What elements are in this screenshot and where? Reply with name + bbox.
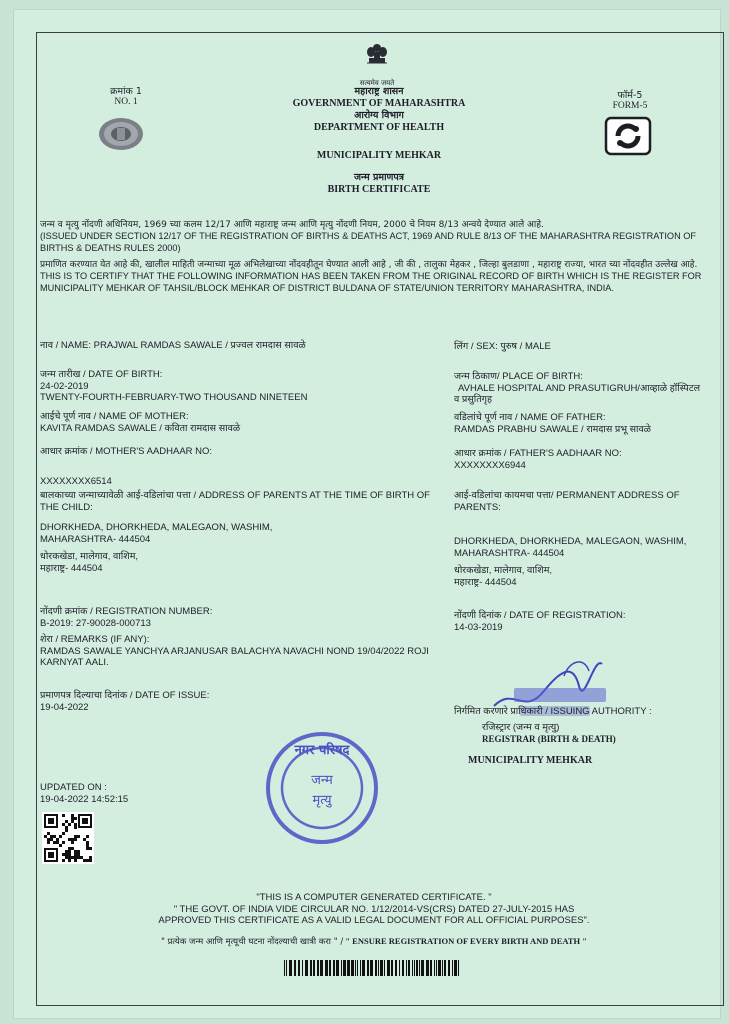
registrar-signature <box>484 646 624 731</box>
state-seal-icon <box>98 116 144 152</box>
father-aadhaar-value: XXXXXXXX6944 <box>454 459 526 471</box>
remarks-value: RAMDAS SAWALE YANCHYA ARJANUSAR BALACHYA NAVACHI NOND 19/04/2022 ROJI KARNYAT AALI. <box>40 645 429 668</box>
municipality-name: MUNICIPALITY MEHKAR <box>316 150 442 161</box>
barcode-icon <box>284 960 460 976</box>
gov-mr: महाराष्ट्र शासन <box>354 86 404 97</box>
form-number-mr: फॉर्म-5 <box>617 90 643 101</box>
certificate-sheet <box>14 10 720 1018</box>
permanent-address-block <box>454 536 714 588</box>
left-number-mr: क्रमांक 1 <box>110 86 142 97</box>
intro-mr-2: प्रमाणित करण्यात येत आहे की, खालील माहिती जन्माच्या मूळ अभिलेखाच्या नोंदवहीतून घेण्यात आली आहे , जी की , तालुका मेहकर , जिल्हा बुलडाणा , महाराष्ट्र राज्या, भारत च्या नोंदवहीत उल्लेख आहे. <box>40 260 698 270</box>
title-en: BIRTH CERTIFICATE <box>327 184 431 195</box>
child-sex: लिंग / SEX: पुरुष / MALE <box>454 341 551 352</box>
mother-aadhaar-value: XXXXXXXX6514 <box>40 476 112 487</box>
address-at-birth-en-2: MAHARASHTRA- 444504 <box>40 533 151 545</box>
mother-aadhaar-label: आधार क्रमांक / MOTHER'S AADHAAR NO: <box>40 446 213 457</box>
permanent-address-mr-2: महाराष्ट्र- 444504 <box>454 576 517 588</box>
maharashtra-seal <box>98 116 144 157</box>
dob-block <box>40 369 420 404</box>
father-aadhaar-block <box>454 448 714 471</box>
registrar-block <box>482 722 682 745</box>
date-of-registration-block <box>454 610 714 633</box>
child-name: नाव / NAME: PRAJWAL RAMDAS SAWALE / प्रज्वल रामदास सावळे <box>40 340 306 351</box>
stamp-line-1: जन्म <box>311 773 333 788</box>
intro-mr-1: जन्म व मृत्यु नोंदणी अधिनियम, 1969 च्या कलम 12/17 आणि महाराष्ट्र जन्म आणि मृत्यु नोंदणी नियम, 2000 चे नियम 8/13 अन्वये देण्यात आले आहे. <box>40 220 544 230</box>
registration-number-label: नोंदणी क्रमांक / REGISTRATION NUMBER: <box>40 606 213 617</box>
address-at-birth-label: बालकाच्या जन्माच्यावेळी आई-वडिलांचा पत्ता / ADDRESS OF PARENTS AT THE TIME OF BIRTH OF THE CHILD: <box>40 490 430 513</box>
form-number-en: FORM-5 <box>612 101 648 111</box>
registration-number-value: B-2019: 27-90028-000713 <box>40 617 151 629</box>
father-aadhaar-label: आधार क्रमांक / FATHER'S AADHAAR NO: <box>454 448 622 459</box>
qr-code <box>42 812 94 869</box>
municipal-stamp <box>262 730 382 846</box>
crs-logo-icon <box>604 116 652 156</box>
form-number <box>600 90 660 112</box>
dept-en: DEPARTMENT OF HEALTH <box>313 122 445 133</box>
registrar-mr: रजिस्ट्रार (जन्म व मृत्यु) <box>482 722 560 733</box>
permanent-address-en-2: MAHARASHTRA- 444504 <box>454 547 565 559</box>
address-at-birth-block <box>40 522 420 574</box>
intro-section <box>40 220 712 294</box>
footer-slogan <box>74 936 674 947</box>
certificate-title <box>244 172 514 196</box>
address-at-birth-en-1: DHORKHEDA, DHORKHEDA, MALEGAON, WASHIM, <box>40 522 273 533</box>
barcode <box>284 960 460 981</box>
permanent-address-mr-1: धोरकखेडा, मालेगाव, वाशिम, <box>454 565 553 576</box>
updated-block <box>40 782 240 805</box>
issuing-authority-label: निर्गमित करणारे प्राधिकारी / ISSUING AUTHORITY : <box>454 706 652 717</box>
dob-value: 24-02-2019 <box>40 380 89 392</box>
emblem-motto: सत्यमेव जयते <box>359 79 395 87</box>
footer-line-1: "THIS IS A COMPUTER GENERATED CERTIFICATE. " <box>256 892 492 903</box>
place-of-birth-block <box>454 371 714 406</box>
intro-en-2: THIS IS TO CERTIFY THAT THE FOLLOWING INFORMATION HAS BEEN TAKEN FROM THE ORIGINAL RECORD OF BIRTH WHICH IS THE REGISTER FOR MUNICIPALITY MEHKAR OF TAHSIL/BLOCK MEHKAR OF DISTRICT BULDANA OF STATE/UNION TERRITORY MAHARASHTRA, INDIA. <box>40 271 702 293</box>
dept-mr: आरोग्य विभाग <box>354 110 404 121</box>
date-of-issue-value: 19-04-2022 <box>40 701 89 713</box>
address-at-birth-mr-1: धोरकखेडा, मालेगाव, वाशिम, <box>40 551 139 562</box>
date-of-registration-value: 14-03-2019 <box>454 621 503 633</box>
national-emblem <box>352 38 402 88</box>
updated-value: 19-04-2022 14:52:15 <box>40 793 129 805</box>
place-of-birth-value-1: AVHALE HOSPITAL AND PRASUTIGRUH/आव्हाळे हॉस्पिटल <box>458 382 701 394</box>
updated-label: UPDATED ON : <box>40 782 107 793</box>
permanent-address-label: आई-वडिलांचा कायमचा पत्ता/ PERMANENT ADDRESS OF PARENTS: <box>454 490 680 513</box>
stamp-line-2: मृत्यु <box>312 793 332 808</box>
header-block <box>244 86 514 134</box>
mother-label: आईचे पूर्ण नाव / NAME OF MOTHER: <box>40 411 189 422</box>
title-mr: जन्म प्रमाणपत्र <box>353 172 405 183</box>
slogan-mr: " प्रत्येक जन्म आणि मृत्यूची घटना नोंदल्याची खात्री करा " / <box>160 937 344 947</box>
place-of-birth-label: जन्म ठिकाण/ PLACE OF BIRTH: <box>454 371 583 382</box>
stamp-top-text: नगर परिषद <box>294 743 350 758</box>
left-number <box>96 86 156 108</box>
remarks-label: शेरा / REMARKS (IF ANY): <box>40 634 150 645</box>
address-at-birth-mr-2: महाराष्ट्र- 444504 <box>40 562 103 574</box>
registration-number-block <box>40 606 420 629</box>
qr-code-icon <box>42 812 94 864</box>
slogan-en: " ENSURE REGISTRATION OF EVERY BIRTH AND DEATH " <box>345 936 587 946</box>
permanent-address-en-1: DHORKHEDA, DHORKHEDA, MALEGAON, WASHIM, <box>454 536 687 547</box>
remarks-block <box>40 634 470 669</box>
footer-line-3: APPROVED THIS CERTIFICATE AS A VALID LEGAL DOCUMENT FOR ALL OFFICIAL PURPOSES". <box>158 915 590 926</box>
date-of-registration-label: नोंदणी दिनांक / DATE OF REGISTRATION: <box>454 610 626 621</box>
crs-logo <box>604 116 652 161</box>
mother-value: KAVITA RAMDAS SAWALE / कविता रामदास सावळे <box>40 422 241 434</box>
footer-notice <box>74 892 674 927</box>
dob-words: TWENTY-FOURTH-FEBRUARY-TWO THOUSAND NINETEEN <box>40 392 308 403</box>
left-number-en: NO. 1 <box>114 97 138 107</box>
father-value: RAMDAS PRABHU SAWALE / रामदास प्रभू सावळे <box>454 423 652 435</box>
registrar-en: REGISTRAR (BIRTH & DEATH) <box>482 733 616 744</box>
dob-label: जन्म तारीख / DATE OF BIRTH: <box>40 369 163 380</box>
mother-block <box>40 411 420 434</box>
date-of-issue-label: प्रमाणपत्र दिल्याचा दिनांक / DATE OF ISSUE: <box>40 690 210 701</box>
date-of-issue-block <box>40 690 420 713</box>
footer-line-2: " THE GOVT. OF INDIA VIDE CIRCULAR NO. 1/12/2014-VS(CRS) DATED 27-JULY-2015 HAS <box>173 903 575 915</box>
ashoka-emblem-icon <box>352 38 402 78</box>
authority-municipality: MUNICIPALITY MEHKAR <box>468 755 593 766</box>
father-label: वडिलांचे पूर्ण नाव / NAME OF FATHER: <box>454 412 606 423</box>
gov-en: GOVERNMENT OF MAHARASHTRA <box>292 98 466 109</box>
intro-en-1: (ISSUED UNDER SECTION 12/17 OF THE REGISTRATION OF BIRTHS & DEATHS ACT, 1969 AND RULE 8/13 OF THE MAHARASHTRA REGISTRATION OF BIRTHS & DEATHS RULES 2000) <box>40 231 697 253</box>
place-of-birth-value-2: व प्रसुतिगृह <box>454 394 493 405</box>
father-block <box>454 412 714 435</box>
